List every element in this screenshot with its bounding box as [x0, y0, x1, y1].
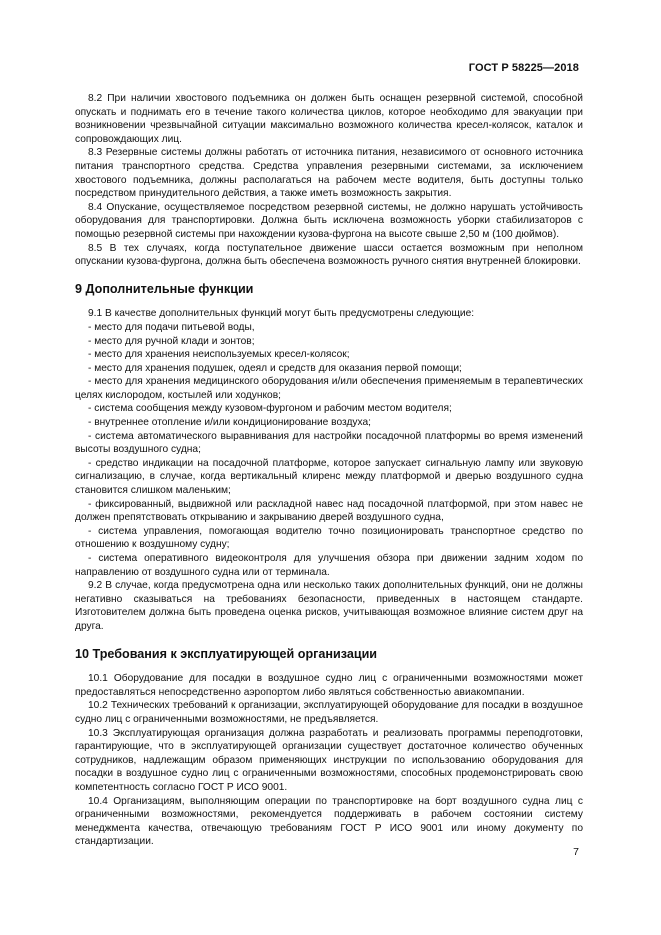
paragraph-10-3: 10.3 Эксплуатирующая организация должна разработать и реализовать программы переподготовки, гарантирующие, что в эксплуатирующей организации существует достаточное количество обученных сотрудников, надлежащим образом применяющих инструкции по использованию оборудования для посадки в воздушное судно лиц с ограниченными возможностями, способных продемонстрировать свою компетентность согласно ГОСТ Р ИСО 9001.: [75, 727, 583, 793]
paragraph-8-2: 8.2 При наличии хвостового подъемника он должен быть оснащен резервной системой, способной опускать и поднимать его в течение такого количества циклов, которое необходимо для эвакуации при возникновении чрезвычайной ситуации максимально возможного количества кресел-колясок, каталок и сопровождающих лиц.: [75, 93, 583, 145]
page-number: 7: [573, 846, 579, 858]
additional-functions-list: [75, 321, 583, 579]
list-item: - система автоматического выравнивания для настройки посадочной платформы во время изменений высоты воздушного судна;: [75, 430, 583, 457]
list-item: - система оперативного видеоконтроля для улучшения обзора при движении задним ходом по направлению от воздушного судна или от терминала.: [75, 552, 583, 579]
paragraph-10-2: 10.2 Технических требований к организации, эксплуатирующей оборудование для посадки в воздушное судно лиц с ограниченными возможностями, не предъявляется.: [75, 700, 583, 725]
list-item: - внутреннее отопление и/или кондиционирование воздуха;: [75, 416, 583, 430]
list-item: - место для подачи питьевой воды,: [75, 321, 583, 335]
paragraph-9-2: 9.2 В случае, когда предусмотрена одна или несколько таких дополнительных функций, они не должны негативно сказываться на требованиях безопасности, приведенных в настоящем стандарте. Изготовителем должна быть проведена оценка рисков, учитывающая возможное влияние систем друг на друга.: [75, 580, 583, 632]
paragraph-10-1: 10.1 Оборудование для посадки в воздушное судно лиц с ограниченными возможностями может предоставляться непосредственно аэропортом либо являться собственностью авиакомпании.: [75, 673, 583, 698]
document-body: [75, 92, 583, 849]
list-item: - место для хранения подушек, одеял и средств для оказания первой помощи;: [75, 362, 583, 376]
list-item: - место для хранения медицинского оборудования и/или обеспечения применяемым в терапевтических целях кислородом, костылей или ходунков;: [75, 375, 583, 402]
list-item: - фиксированный, выдвижной или раскладной навес над посадочной платформой, при этом навес не должен препятствовать открыванию и закрыванию дверей воздушного судна,: [75, 498, 583, 525]
list-item: - средство индикации на посадочной платформе, которое запускает сигнальную лампу или звуковую сигнализацию, в случае, когда вертикальный клиренс между платформой и дверью воздушного судна становится слишком маленьким;: [75, 457, 583, 498]
list-item: - система управления, помогающая водителю точно позиционировать транспортное средство по отношению к воздушному судну;: [75, 525, 583, 552]
list-item: - система сообщения между кузовом-фургоном и рабочим местом водителя;: [75, 402, 583, 416]
standard-designation: ГОСТ Р 58225—2018: [468, 62, 579, 74]
paragraph-8-3: 8.3 Резервные системы должны работать от источника питания, независимого от основного источника питания транспортного средства. Средства управления резервными системами, за исключением хвостового подъемника, должны располагаться на рабочем месте водителя, быть доступны только посредством принудительного действия, а также иметь возможность закрытия.: [75, 147, 583, 200]
paragraph-8-4: 8.4 Опускание, осуществляемое посредством резервной системы, не должно нарушать устойчивость оборудования для транспортировки. Должна быть исключена возможность уборки стабилизаторов с помощью резервной системы при нахождении кузова-фургона на высоте свыше 2,50 м (100 дюймов).: [75, 201, 583, 240]
paragraph-9-1: 9.1 В качестве дополнительных функций могут быть предусмотрены следующие:: [88, 308, 475, 320]
paragraph-8-5: 8.5 В тех случаях, когда поступательное движение шасси остается возможным при неполном опускании кузова-фургона, должна быть обеспечена возможность ручного снятия внутренней блокировки.: [75, 242, 583, 268]
paragraph-10-4: 10.4 Организациям, выполняющим операции по транспортировке на борт воздушного судна лиц с ограниченными возможностями, рекомендуется поддерживать в рабочем состоянии систему менеджмента качества, отвечающую требованиям ГОСТ Р ИСО 9001 или иному документу по стандартизации.: [75, 795, 583, 848]
list-item: - место для ручной клади и зонтов;: [75, 335, 583, 349]
section-10-heading: 10 Требования к эксплуатирующей организации: [75, 646, 378, 661]
section-9-heading: 9 Дополнительные функции: [75, 281, 254, 296]
list-item: - место для хранения неиспользуемых кресел-колясок;: [75, 348, 583, 362]
